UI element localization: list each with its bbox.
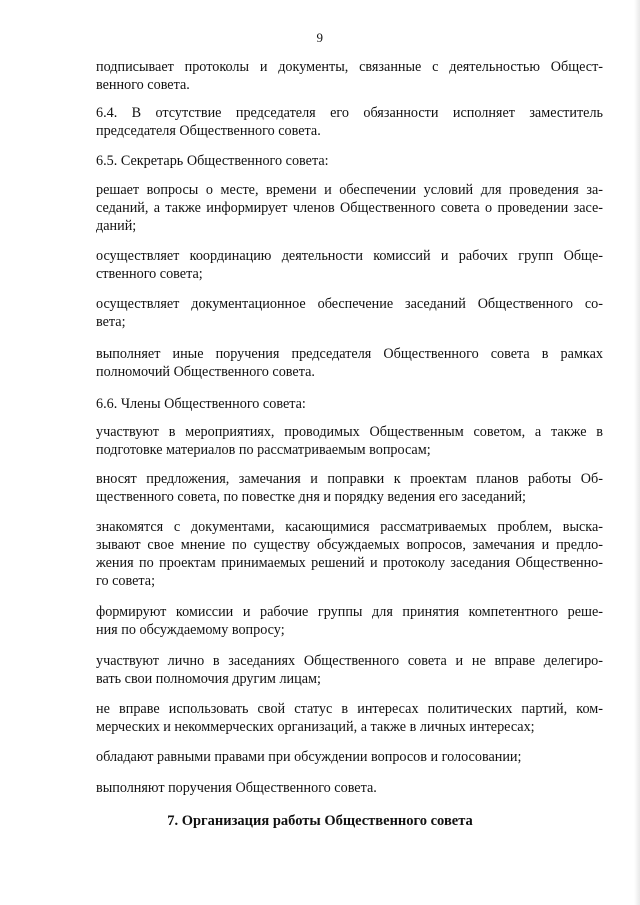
text-line: участвуют лично в заседаниях Общественного совета и не вправе делегиро- — [96, 653, 603, 669]
paragraph-6-5-heading — [96, 152, 603, 170]
text-line: 6.5. Секретарь Общественного совета: — [96, 153, 329, 169]
section-7-heading: 7. Организация работы Общественного совета — [167, 813, 473, 829]
text-line: формируют комиссии и рабочие группы для принятия компетентного реше- — [96, 604, 603, 620]
text-line: ния по обсуждаемому вопросу; — [96, 622, 285, 638]
text-line: подготовке материалов по рассматриваемым вопросам; — [96, 442, 431, 458]
text-line: ственного совета; — [96, 266, 203, 282]
text-line: решает вопросы о месте, времени и обеспечении условий для проведения за- — [96, 182, 603, 198]
text-line: мерческих и некоммерческих организаций, а также в личных интересах; — [96, 719, 535, 735]
paragraph-members-commissions — [96, 603, 603, 639]
text-line: обладают равными правами при обсуждении вопросов и голосовании; — [96, 749, 522, 765]
text-line: зывают свое мнение по существу обсуждаемых вопросов, замечания и предло- — [96, 537, 603, 553]
paragraph-members-equal-rights — [96, 748, 603, 766]
text-line: полномочий Общественного совета. — [96, 364, 315, 380]
paragraph-6-6-heading — [96, 395, 603, 413]
paragraph-secretary-coordination — [96, 247, 603, 283]
paragraph-secretary-other-tasks — [96, 345, 603, 381]
text-line: выполняет иные поручения председателя Общественного совета в рамках — [96, 346, 603, 362]
text-line: венного совета. — [96, 77, 190, 93]
page-number: 9 — [316, 30, 324, 45]
text-line: осуществляет документационное обеспечение заседаний Общественного со- — [96, 296, 603, 312]
paragraph-signing-protocols — [96, 58, 603, 94]
paragraph-members-documents — [96, 518, 603, 590]
text-line: жения по проектам принимаемых решений и протоколу заседания Общественно- — [96, 555, 603, 571]
text-line: 6.6. Члены Общественного совета: — [96, 396, 306, 412]
scan-edge-shadow — [634, 0, 640, 905]
text-line: вносят предложения, замечания и поправки к проектам планов работы Об- — [96, 471, 603, 487]
text-line: вета; — [96, 314, 126, 330]
text-line: знакомятся с документами, касающимися рассматриваемых проблем, выска- — [96, 519, 603, 535]
paragraph-members-proposals — [96, 470, 603, 506]
text-line: щественного совета, по повестке дня и порядку ведения его заседаний; — [96, 489, 527, 505]
paragraph-members-status-use — [96, 700, 603, 736]
text-line: подписывает протоколы и документы, связанные с деятельностью Общест- — [96, 59, 603, 75]
paragraph-secretary-documentation — [96, 295, 603, 331]
text-line: вать свои полномочия другим лицам; — [96, 671, 321, 687]
paragraph-members-events — [96, 423, 603, 459]
text-line: седаний, а также информирует членов Общественного совета о проведении засе- — [96, 200, 603, 216]
paragraph-members-assignments — [96, 779, 603, 797]
text-line: го совета; — [96, 573, 156, 589]
text-line: председателя Общественного совета. — [96, 123, 321, 139]
text-line: участвуют в мероприятиях, проводимых Общественным советом, а также в — [96, 424, 603, 440]
text-line: выполняют поручения Общественного совета. — [96, 780, 377, 796]
paragraph-6-4 — [96, 104, 603, 140]
paragraph-members-personal-participation — [96, 652, 603, 688]
paragraph-secretary-meetings — [96, 181, 603, 235]
text-line: осуществляет координацию деятельности комиссий и рабочих групп Обще- — [96, 248, 603, 264]
text-line: не вправе использовать свой статус в интересах политических партий, ком- — [96, 701, 603, 717]
text-line: 6.4. В отсутствие председателя его обязанности исполняет заместитель — [96, 105, 603, 121]
text-line: даний; — [96, 218, 137, 234]
